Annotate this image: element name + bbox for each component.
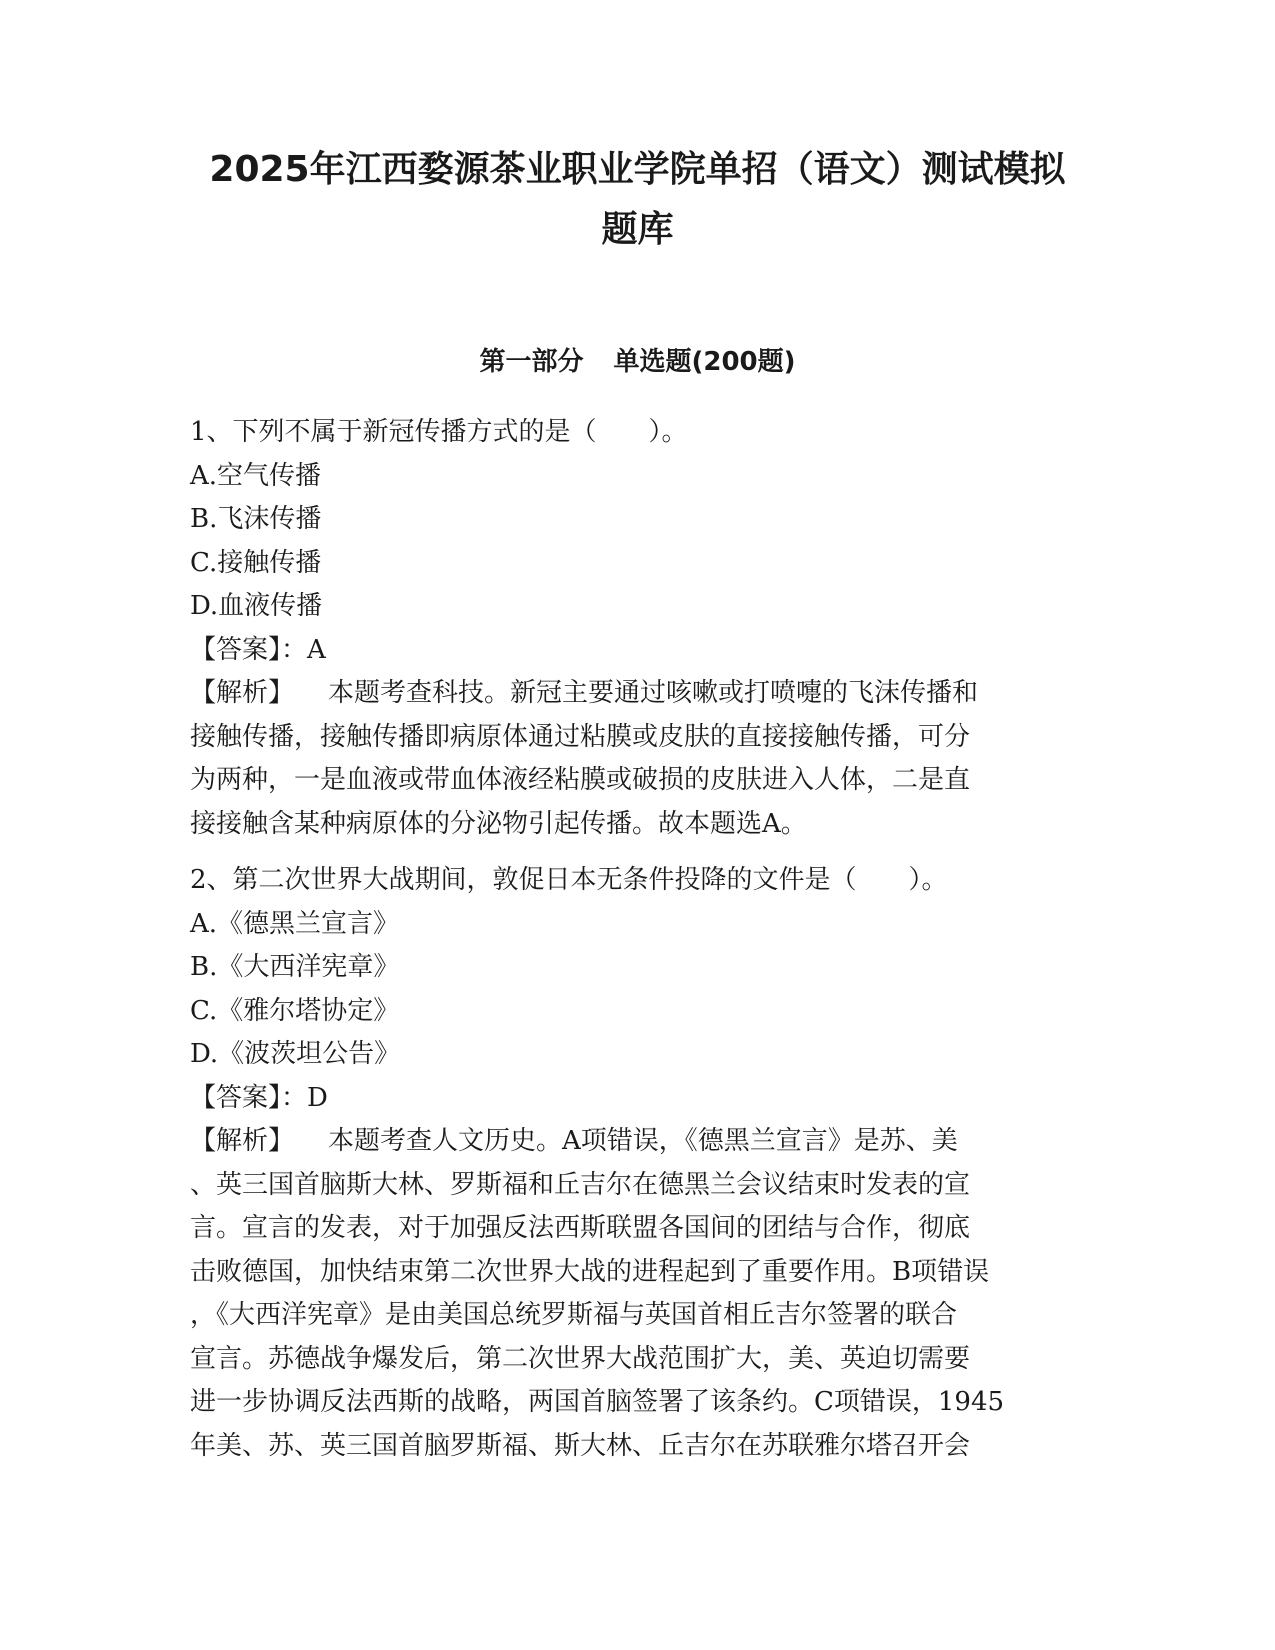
explanation-line: 为两种，一是血液或带血体液经粘膜或破损的皮肤进入人体，二是直 — [190, 765, 971, 795]
explain-label: 【解析】 — [190, 1126, 295, 1156]
question-1 — [190, 411, 1090, 846]
explanation — [190, 1120, 1060, 1468]
option-b: B.飞沫传播 — [190, 504, 322, 534]
answer-row — [190, 1077, 1090, 1121]
option-d: D.血液传播 — [190, 591, 323, 621]
explanation-line: 宣言。苏德战争爆发后，第二次世界大战范围扩大，美、英迫切需要 — [190, 1343, 971, 1374]
answer-value: D — [307, 1082, 328, 1113]
section-name: 单选题(200题) — [613, 347, 796, 377]
question-list — [190, 411, 1090, 1468]
explanation-line: 【解析】 本题考查科技。新冠主要通过咳嗽或打喷嚏的飞沫传播和 — [190, 678, 979, 708]
section-part: 第一部分 — [479, 347, 584, 377]
option-b: B.《大西洋宪章》 — [190, 952, 400, 982]
option-d: D.《波茨坦公告》 — [190, 1039, 401, 1069]
option-a: A.空气传播 — [190, 460, 322, 491]
answer-value: A — [307, 634, 326, 665]
answer-row — [190, 629, 1090, 673]
explanation-line: 年美、苏、英三国首脑罗斯福、斯大林、丘吉尔在苏联雅尔塔召开会 — [190, 1430, 971, 1461]
option-c: C.接触传播 — [190, 547, 322, 578]
answer-label: 【答案】： — [190, 634, 308, 665]
explanation-line: 接接触含某种病原体的分泌物引起传播。故本题选A。 — [190, 808, 807, 839]
explanation-line: 言。宣言的发表，对于加强反法西斯联盟各国间的团结与合作，彻底 — [190, 1213, 971, 1243]
explanation-line: ，《大西洋宪章》是由美国总统罗斯福与英国首相丘吉尔签署的联合 — [190, 1300, 958, 1330]
explanation-line: 击败德国，加快结束第二次世界大战的进程起到了重要作用。B项错误 — [190, 1256, 990, 1287]
question-stem: 2、第二次世界大战期间，敦促日本无条件投降的文件是（ ）。 — [190, 865, 948, 895]
explanation-line: 接触传播，接触传播即病原体通过粘膜或皮肤的直接接触传播，可分 — [190, 721, 971, 752]
explanation — [190, 672, 1060, 846]
title-line-2: 题库 — [601, 209, 674, 250]
explain-label: 【解析】 — [190, 678, 295, 708]
explanation-line: 【解析】 本题考查人文历史。A项错误，《德黑兰宣言》是苏、美 — [190, 1126, 958, 1156]
option-a: A.《德黑兰宣言》 — [190, 908, 400, 939]
question-stem: 1、下列不属于新冠传播方式的是（ ）。 — [190, 417, 688, 447]
explanation-line: 、英三国首脑斯大林、罗斯福和丘吉尔在德黑兰会议结束时发表的宣 — [190, 1169, 971, 1200]
document-title — [160, 140, 1115, 260]
question-2 — [190, 859, 1090, 1468]
explanation-line: 进一步协调反法西斯的战略，两国首脑签署了该条约。C项错误，1945 — [190, 1387, 1005, 1417]
section-heading — [0, 342, 1275, 382]
title-line-1: 2025年江西婺源茶业职业学院单招（语文）测试模拟 — [209, 149, 1066, 190]
answer-label: 【答案】： — [190, 1082, 308, 1113]
option-c: C.《雅尔塔协定》 — [190, 995, 400, 1026]
